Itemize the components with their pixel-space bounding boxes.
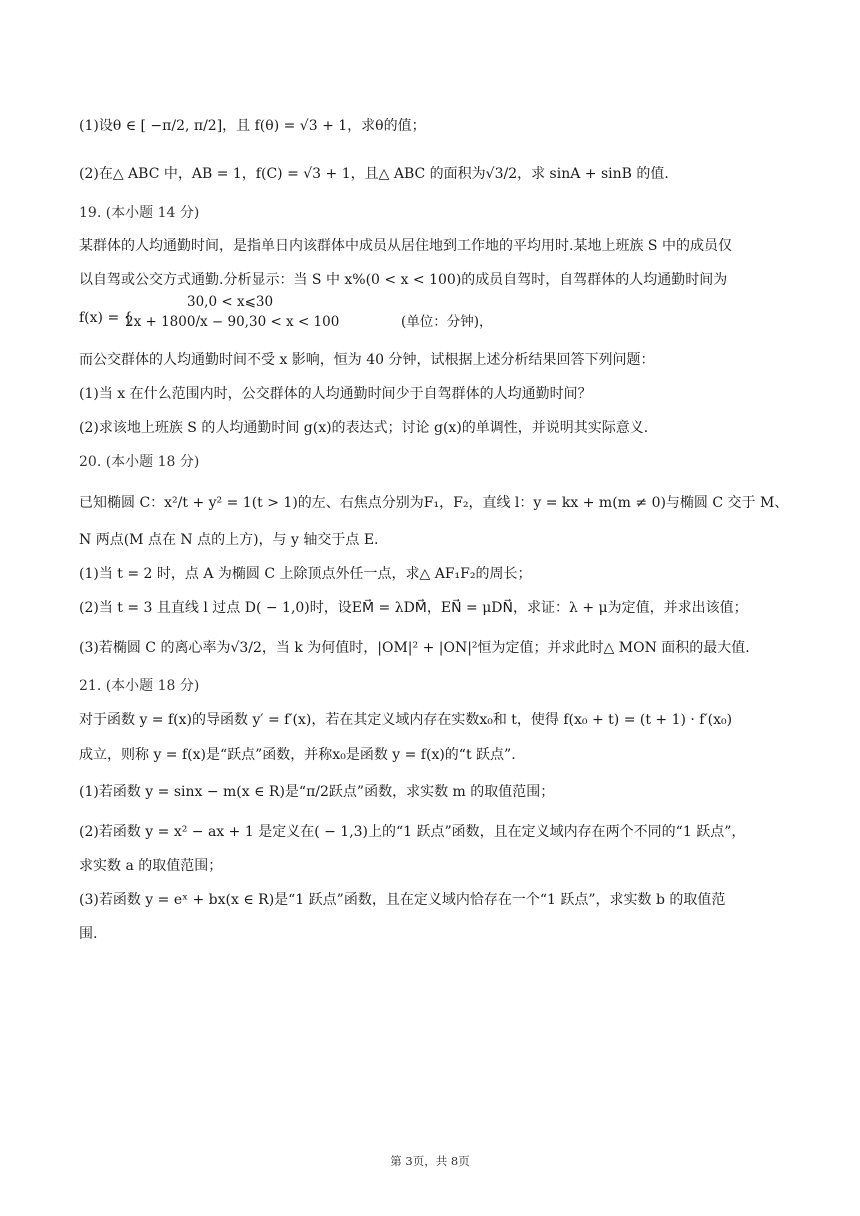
q19-heading: 19. (本小题 14 分)	[79, 205, 200, 221]
q18-part2: (2)在△ ABC 中，AB = 1，f(C) = √3 + 1，且△ ABC 的面积为√3/2，求 sinA + sinB 的值.	[79, 166, 669, 182]
q18-part1: (1)设θ ∈ [ −π/2, π/2]，且 f(θ) = √3 + 1，求θ的值；	[79, 118, 426, 134]
page-footer: 第 3页，共 8页	[390, 1154, 470, 1168]
q19-piecewise-function	[79, 292, 779, 340]
q21-part2-continued: 求实数 a 的取值范围；	[79, 858, 223, 874]
q21-heading: 21. (本小题 18 分)	[79, 678, 200, 694]
q21-part1: (1)若函数 y = sinx − m(x ∈ R)是“π/2跃点”函数，求实数 m 的取值范围；	[79, 784, 555, 800]
q19-unit: (单位：分钟)，	[401, 314, 493, 330]
q19-case-2: 2x + 1800/x − 90,30 < x < 100	[125, 314, 340, 330]
q21-paragraph-1: 对于函数 y = f(x)的导函数 y′ = f′(x)，若在其定义域内存在实数x₀和 t，使得 f(x₀ + t) = (t + 1) · f′(x₀)	[79, 712, 733, 728]
q20-heading: 20. (本小题 18 分)	[79, 454, 200, 470]
q19-paragraph-2: 以自驾或公交方式通勤.分析显示：当 S 中 x%(0 < x < 100)的成员自驾时，自驾群体的人均通勤时间为	[79, 272, 728, 288]
q21-paragraph-2: 成立，则称 y = f(x)是“跃点”函数，并称x₀是函数 y = f(x)的“t 跃点”.	[79, 747, 516, 763]
q19-part1: (1)当 x 在什么范围内时，公交群体的人均通勤时间少于自驾群体的人均通勤时间？	[79, 386, 592, 402]
q21-part2: (2)若函数 y = x² − ax + 1 是定义在( − 1,3)上的“1 跃点”函数，且在定义域内存在两个不同的“1 跃点”，	[79, 824, 746, 840]
q19-paragraph-1: 某群体的人均通勤时间，是指单日内该群体中成员从居住地到工作地的平均用时.某地上班族 S 中的成员仅	[79, 238, 732, 254]
q19-paragraph-3: 而公交群体的人均通勤时间不受 x 影响，恒为 40 分钟，试根据上述分析结果回答下列问题：	[79, 352, 655, 368]
q20-paragraph-2: N 两点(M 点在 N 点的上方)，与 y 轴交于点 E.	[79, 532, 379, 548]
q20-part1: (1)当 t = 2 时，点 A 为椭圆 C 上除顶点外任一点，求△ AF₁F₂的周长；	[79, 566, 532, 582]
q20-part2: (2)当 t = 3 且直线 l 过点 D( − 1,0)时，设EM⃗ = λDM⃗，EN⃗ = μDN⃗，求证：λ + μ为定值，并求出该值；	[79, 600, 748, 616]
q19-case-1: 30,0 < x⩽30	[187, 294, 274, 310]
q21-part3: (3)若函数 y = eˣ + bx(x ∈ R)是“1 跃点”函数，且在定义域内恰存在一个“1 跃点”，求实数 b 的取值范	[79, 892, 726, 908]
q20-paragraph-1: 已知椭圆 C：x²/t + y² = 1(t > 1)的左、右焦点分别为F₁，F₂，直线 l：y = kx + m(m ≠ 0)与椭圆 C 交于 M、	[79, 495, 789, 511]
q20-part3: (3)若椭圆 C 的离心率为√3/2，当 k 为何值时，|OM|² + |ON|²恒为定值；并求此时△ MON 面积的最大值.	[79, 640, 750, 656]
q19-part2: (2)求该地上班族 S 的人均通勤时间 g(x)的表达式；讨论 g(x)的单调性，并说明其实际意义.	[79, 420, 649, 436]
q19-function-lhs: f(x) = {	[79, 310, 133, 326]
q21-part3-continued: 围.	[79, 926, 98, 942]
